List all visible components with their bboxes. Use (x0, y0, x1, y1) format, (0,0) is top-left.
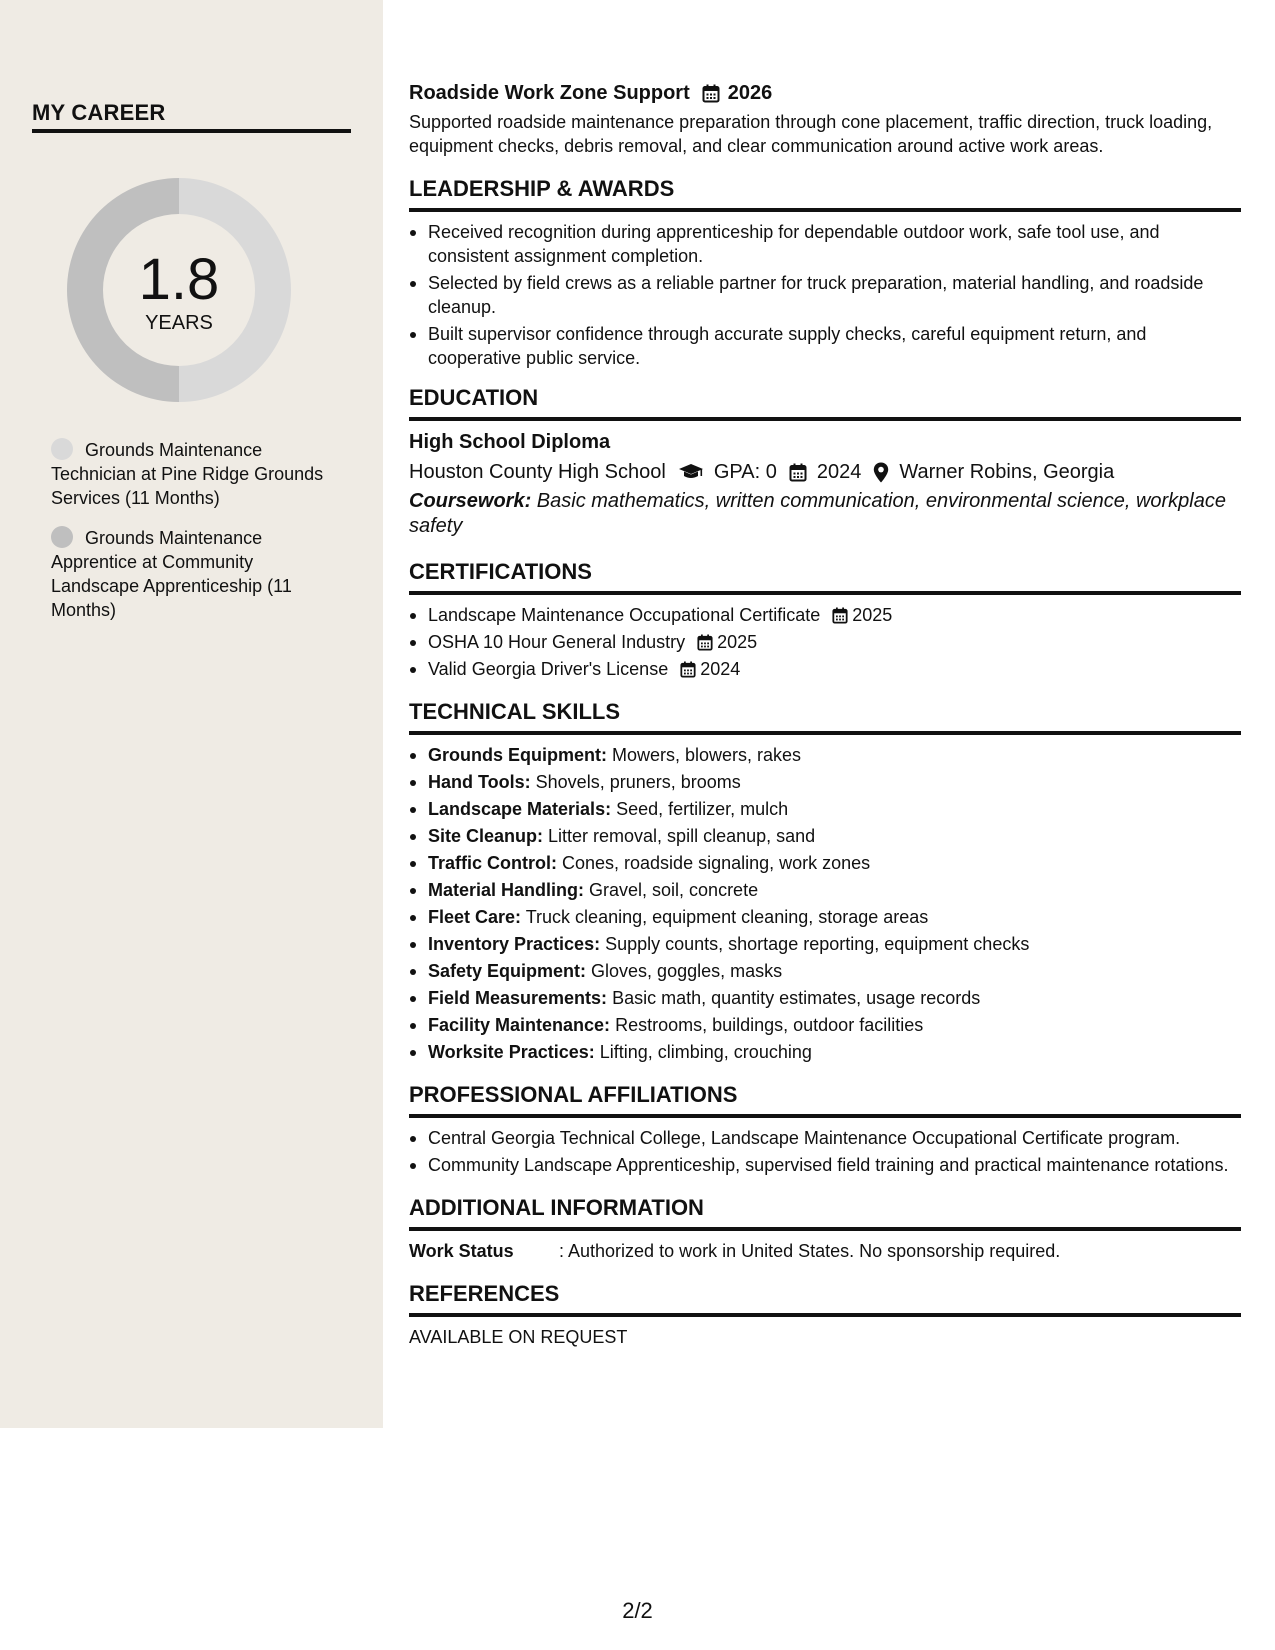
certification-name: Valid Georgia Driver's License (428, 659, 669, 679)
certification-name: OSHA 10 Hour General Industry (428, 632, 686, 652)
graduation-cap-icon (678, 463, 704, 481)
legend-item-text: Grounds Maintenance Technician at Pine Ridge Grounds Services (11 Months) (51, 440, 324, 508)
skill-value: Basic math, quantity estimates, usage records (607, 988, 981, 1008)
education-location: Warner Robins, Georgia (899, 461, 1115, 483)
skill-label: Field Measurements: (428, 988, 608, 1008)
job-heading (409, 80, 1241, 106)
section-rule (409, 208, 1241, 212)
certification-item (409, 657, 1241, 681)
job-description: Supported roadside maintenance preparation through cone placement, traffic direction, truck loading, equipment checks, debris removal, and clear communication around active work areas. (409, 112, 1213, 156)
education-coursework (409, 489, 1241, 539)
skill-value: Seed, fertilizer, mulch (611, 799, 789, 819)
sidebar-title: MY CAREER (32, 100, 166, 125)
certification-year: 2025 (717, 632, 758, 652)
skill-value: Litter removal, spill cleanup, sand (543, 826, 816, 846)
skill-item (409, 824, 1241, 848)
certifications-list (409, 603, 1241, 681)
section-rule (409, 1114, 1241, 1118)
list-item: Selected by field crews as a reliable partner for truck preparation, material handling, and roadside cleanup. (409, 271, 1241, 319)
donut-value: 1.8 (138, 247, 220, 312)
legend-dot-icon (51, 438, 73, 460)
certification-year: 2024 (700, 659, 741, 679)
skill-label: Hand Tools: (428, 772, 531, 792)
skill-label: Material Handling: (428, 880, 585, 900)
skill-value: Restrooms, buildings, outdoor facilities (610, 1015, 924, 1035)
skill-label: Traffic Control: (428, 853, 557, 873)
list-item: Community Landscape Apprenticeship, supervised field training and practical maintenance rotations. (409, 1153, 1241, 1177)
calendar-icon (680, 661, 696, 678)
skill-item (409, 959, 1241, 983)
work-status-value: : Authorized to work in United States. No sponsorship required. (559, 1241, 1061, 1261)
donut-unit: YEARS (145, 312, 213, 334)
skill-item (409, 743, 1241, 767)
skill-item (409, 1013, 1241, 1037)
skill-label: Landscape Materials: (428, 799, 612, 819)
skill-item (409, 1040, 1241, 1064)
skill-label: Inventory Practices: (428, 934, 601, 954)
section-rule (409, 591, 1241, 595)
coursework-label: Coursework: (409, 490, 532, 512)
skill-label: Worksite Practices: (428, 1042, 595, 1062)
skill-item (409, 851, 1241, 875)
calendar-icon (702, 84, 720, 103)
legend-item (51, 526, 331, 622)
leadership-list (409, 220, 1241, 370)
calendar-icon (789, 463, 807, 482)
section-heading-references: REFERENCES (409, 1281, 560, 1306)
legend-item-text: Grounds Maintenance Apprentice at Community Landscape Apprenticeship (11 Months) (51, 528, 292, 620)
skill-label: Fleet Care: (428, 907, 522, 927)
skill-item (409, 797, 1241, 821)
skill-value: Gloves, goggles, masks (586, 961, 783, 981)
legend-item (51, 438, 331, 510)
calendar-icon (697, 634, 713, 651)
skills-list (409, 743, 1241, 1064)
legend-dot-icon (51, 526, 73, 548)
section-rule (409, 417, 1241, 421)
skill-item (409, 905, 1241, 929)
certification-item (409, 630, 1241, 654)
section-heading-leadership: LEADERSHIP & AWARDS (409, 176, 675, 201)
skill-label: Site Cleanup: (428, 826, 544, 846)
skill-value: Mowers, blowers, rakes (607, 745, 802, 765)
education-year: 2024 (816, 461, 862, 483)
education-details (409, 459, 1241, 485)
education-gpa: GPA: 0 (713, 461, 777, 483)
sidebar (0, 0, 383, 1428)
section-heading-skills: TECHNICAL SKILLS (409, 699, 621, 724)
work-status-label: Work Status (409, 1241, 514, 1261)
list-item: Central Georgia Technical College, Landscape Maintenance Occupational Certificate program. (409, 1126, 1241, 1150)
references-text: AVAILABLE ON REQUEST (409, 1327, 628, 1347)
skill-value: Gravel, soil, concrete (584, 880, 759, 900)
coursework-text: Basic mathematics, written communication, environmental science, workplace safety (409, 490, 1226, 537)
certification-name: Landscape Maintenance Occupational Certificate (428, 605, 821, 625)
education-school: Houston County High School (409, 461, 666, 483)
skill-item (409, 986, 1241, 1010)
section-rule (409, 1313, 1241, 1317)
section-heading-certifications: CERTIFICATIONS (409, 559, 592, 584)
skill-value: Lifting, climbing, crouching (594, 1042, 812, 1062)
list-item: Built supervisor confidence through accurate supply checks, careful equipment return, and cooperative public service. (409, 322, 1241, 370)
affiliations-list (409, 1126, 1241, 1177)
work-status-row (409, 1239, 1241, 1263)
skill-value: Cones, roadside signaling, work zones (557, 853, 871, 873)
sidebar-title-rule (32, 129, 351, 133)
job-title: Roadside Work Zone Support (409, 82, 690, 104)
job-year: 2026 (727, 82, 773, 104)
education-degree: High School Diploma (409, 431, 611, 453)
list-item: Received recognition during apprenticeship for dependable outdoor work, safe tool use, and consistent assignment completion. (409, 220, 1241, 268)
page-number: 2/2 (622, 1598, 653, 1623)
skill-label: Safety Equipment: (428, 961, 587, 981)
skill-item (409, 770, 1241, 794)
skill-value: Supply counts, shortage reporting, equipment checks (600, 934, 1030, 954)
section-rule (409, 731, 1241, 735)
main-content (409, 80, 1241, 1349)
map-pin-icon (873, 462, 889, 483)
skill-value: Truck cleaning, equipment cleaning, storage areas (521, 907, 929, 927)
section-heading-affiliations: PROFESSIONAL AFFILIATIONS (409, 1082, 738, 1107)
section-heading-education: EDUCATION (409, 385, 539, 410)
skill-value: Shovels, pruners, brooms (530, 772, 741, 792)
skill-label: Grounds Equipment: (428, 745, 607, 765)
certification-year: 2025 (852, 605, 893, 625)
certification-item (409, 603, 1241, 627)
career-legend (51, 438, 331, 638)
section-rule (409, 1227, 1241, 1231)
section-heading-additional: ADDITIONAL INFORMATION (409, 1195, 704, 1220)
skill-item (409, 932, 1241, 956)
calendar-icon (832, 607, 848, 624)
skill-item (409, 878, 1241, 902)
skill-label: Facility Maintenance: (428, 1015, 611, 1035)
